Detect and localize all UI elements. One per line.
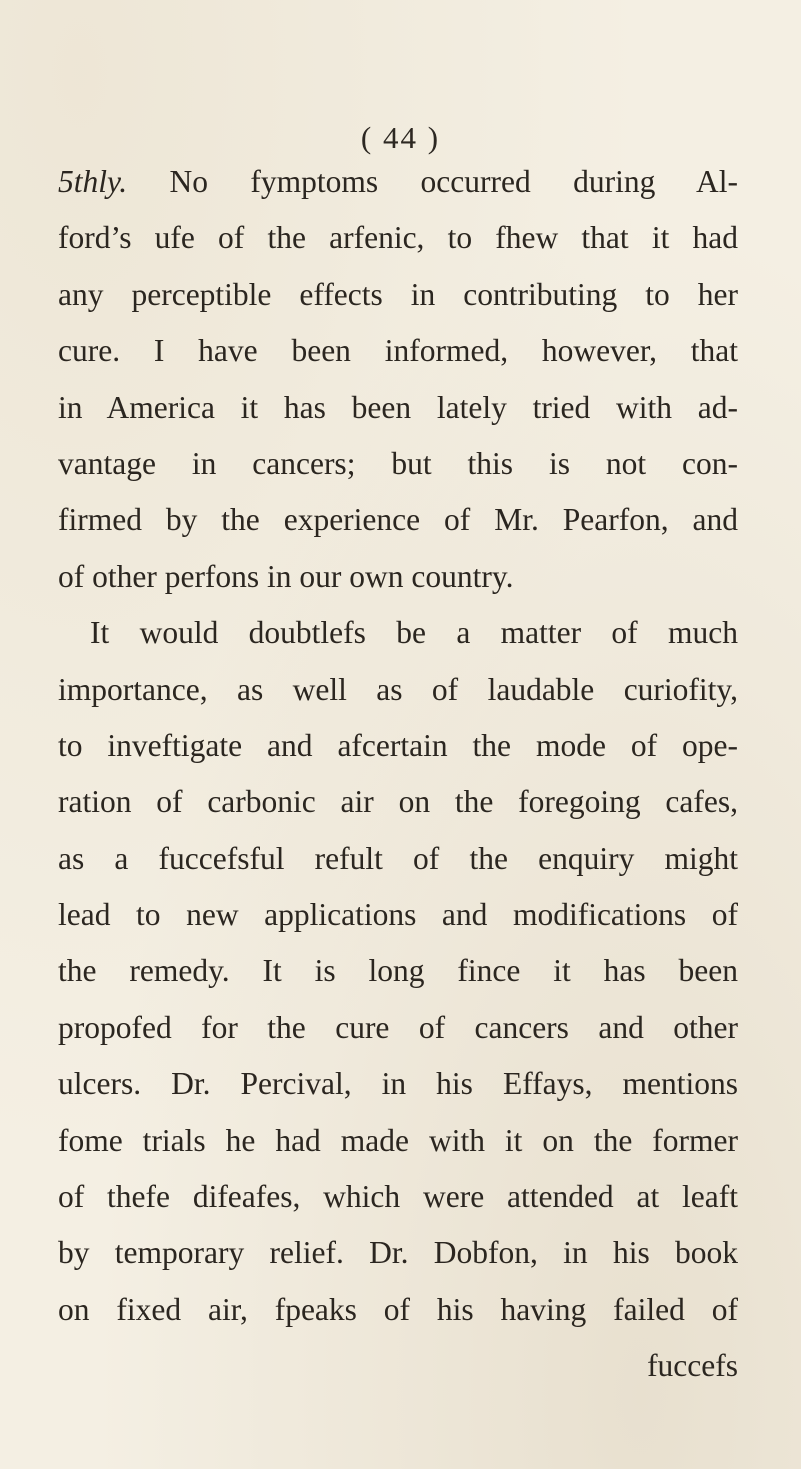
text-line: cure. I have been informed, however, that — [58, 333, 738, 369]
catchword: fuccefs — [647, 1348, 738, 1384]
text-line-content: No fymptoms occurred during Al- — [169, 164, 738, 199]
body-text — [58, 154, 738, 1395]
page-number: ( 44 ) — [360, 120, 441, 155]
text-line: ulcers. Dr. Percival, in his Effays, mentions — [58, 1066, 738, 1102]
text-line: in America it has been lately tried with ad- — [58, 389, 738, 425]
text-line: of other perfons in our own country. — [58, 558, 514, 594]
text-line: fome trials he had made with it on the former — [58, 1122, 738, 1158]
text-line: to inveftigate and afcertain the mode of ope- — [58, 727, 738, 763]
text-line: on fixed air, fpeaks of his having failed of — [58, 1291, 738, 1327]
section-lead-word: 5thly. — [58, 164, 128, 199]
text-line: importance, as well as of laudable curiofity, — [58, 671, 738, 707]
text-line: vantage in cancers; but this is not con- — [58, 445, 738, 481]
text-line: the remedy. It is long fince it has been — [58, 953, 738, 989]
text-line: firmed by the experience of Mr. Pearfon, and — [58, 502, 738, 538]
text-line: as a fuccefsful refult of the enquiry might — [58, 840, 738, 876]
text-line: ration of carbonic air on the foregoing cafes, — [58, 784, 738, 820]
text-line: any perceptible effects in contributing to her — [58, 276, 738, 312]
text-line: It would doubtlefs be a matter of much — [90, 615, 738, 651]
text-line: of thefe difeafes, which were attended at leaft — [58, 1179, 738, 1215]
text-line: propofed for the cure of cancers and other — [58, 1009, 738, 1045]
text-line — [58, 154, 738, 210]
text-line: lead to new applications and modifications of — [58, 897, 738, 933]
text-line: ford’s ufe of the arfenic, to fhew that it had — [58, 220, 738, 256]
text-line: by temporary relief. Dr. Dobfon, in his book — [58, 1235, 738, 1271]
